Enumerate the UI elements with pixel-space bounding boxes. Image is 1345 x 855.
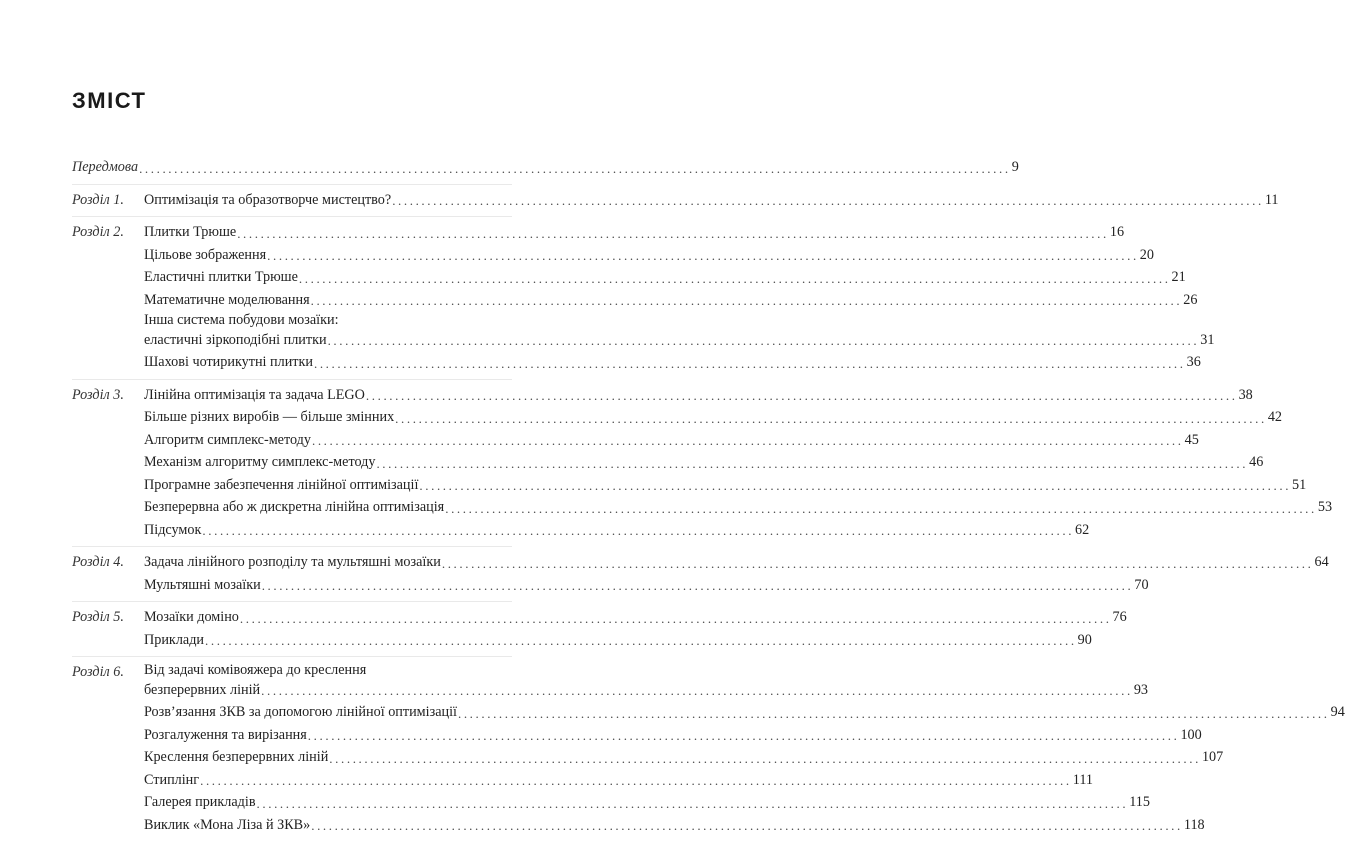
toc-entry[interactable]	[72, 289, 1198, 312]
dot-leader	[237, 224, 1109, 244]
chapter-label: Розділ 2.	[72, 224, 124, 240]
toc-entry[interactable]	[72, 661, 1148, 701]
chapter-label: Розділ 6.	[72, 664, 124, 680]
toc-page-number: 9	[1011, 159, 1019, 175]
toc-section-chapter-2	[72, 217, 1215, 380]
dot-leader	[314, 354, 1186, 374]
toc-entry-title: Галерея прикладів	[144, 794, 256, 810]
toc-page-number: 31	[1200, 332, 1215, 348]
toc-page-number: 42	[1267, 409, 1283, 425]
chapter-label: Розділ 1.	[72, 191, 124, 208]
toc-entry-title: Передмова	[72, 159, 139, 175]
toc-entry-title: Задача лінійного розподілу та мультяшні мозаїки	[144, 554, 441, 570]
dot-leader	[395, 409, 1267, 429]
toc-page-number: 51	[1292, 476, 1307, 493]
dot-leader	[445, 499, 1317, 519]
toc-entry[interactable]	[72, 406, 1283, 429]
toc-entry[interactable]	[72, 244, 1154, 267]
dot-leader	[328, 331, 1200, 351]
dot-leader	[442, 554, 1314, 574]
toc-page-number: 38	[1238, 386, 1253, 403]
toc-entry-title: Безперервна або ж дискретна лінійна оптимізація	[144, 499, 445, 515]
dot-leader	[202, 521, 1074, 541]
toc-entry-title: Розгалуження та вирізання	[144, 726, 307, 743]
chapter-label: Розділ 4.	[72, 554, 124, 570]
toc-entry-title: Креслення безперервних ліній	[144, 749, 329, 765]
toc-page-number: 46	[1249, 454, 1264, 470]
toc-entry[interactable]	[72, 746, 1224, 769]
toc-page-number: 62	[1075, 521, 1090, 538]
toc-section-chapter-5	[72, 602, 1127, 657]
dot-leader	[308, 726, 1180, 746]
toc-entry[interactable]	[72, 551, 1329, 574]
dot-leader	[312, 431, 1184, 451]
toc-entry-title-line1: Інша система побудови мозаїки:	[144, 312, 339, 328]
dot-leader	[257, 794, 1129, 814]
toc-entry[interactable]	[72, 496, 1333, 519]
toc-entry[interactable]	[72, 769, 1093, 792]
toc-entry[interactable]	[72, 451, 1264, 474]
dot-leader	[329, 749, 1201, 769]
chapter-label: Розділ 5.	[72, 609, 124, 625]
toc-entry[interactable]	[72, 384, 1253, 407]
toc-entry[interactable]	[72, 574, 1149, 597]
page-title: ЗМІСТ	[72, 88, 147, 113]
toc-entry-title: Оптимізація та образотворче мистецтво?	[144, 191, 392, 208]
dot-leader	[262, 576, 1134, 596]
toc-entry-title: Математичне моделювання	[144, 291, 310, 308]
table-of-contents	[72, 152, 1345, 841]
toc-page-number: 26	[1183, 291, 1198, 308]
toc-page-number: 70	[1134, 576, 1149, 593]
toc-page-number: 115	[1129, 794, 1150, 810]
toc-page-number: 53	[1317, 499, 1333, 515]
toc-entry-title: Мозаїки доміно	[144, 609, 239, 625]
toc-page-number: 11	[1264, 191, 1279, 208]
toc-entry[interactable]	[72, 474, 1307, 497]
dot-leader	[261, 681, 1133, 701]
toc-entry-title-line2: еластичні зіркоподібні плитки	[144, 332, 327, 348]
toc-section-chapter-1	[72, 185, 1279, 218]
toc-page-number: 94	[1330, 704, 1345, 720]
dot-leader	[311, 816, 1183, 836]
toc-entry-title: Підсумок	[144, 521, 202, 538]
toc-entry-title-line1: Від задачі комівояжера до креслення	[144, 662, 367, 678]
toc-entry-title: Механізм алгоритму симплекс-методу	[144, 454, 376, 470]
dot-leader	[240, 609, 1112, 629]
toc-entry[interactable]	[72, 519, 1090, 542]
toc-entry-title: Еластичні плитки Трюше	[144, 269, 298, 285]
toc-page-number: 45	[1184, 431, 1199, 448]
toc-entry[interactable]	[72, 351, 1201, 374]
toc-entry[interactable]	[72, 429, 1199, 452]
toc-page-number: 107	[1201, 749, 1224, 765]
toc-section-chapter-4	[72, 547, 1329, 602]
toc-entry[interactable]	[72, 606, 1127, 629]
toc-entry-title: Програмне забезпечення лінійної оптимізації	[144, 476, 419, 493]
toc-page-number: 36	[1186, 354, 1201, 370]
toc-page-number: 16	[1109, 224, 1125, 240]
dot-leader	[200, 771, 1072, 791]
toc-page-number: 76	[1112, 609, 1127, 625]
dot-leader	[205, 631, 1077, 651]
toc-entry[interactable]	[72, 791, 1150, 814]
toc-entry-title: Цільове зображення	[144, 246, 267, 263]
chapter-label: Розділ 3.	[72, 386, 124, 403]
toc-entry-title: Лінійна оптимізація та задача LEGO	[144, 386, 365, 403]
toc-entry-title-line2: безперервних ліній	[144, 682, 261, 698]
toc-entry-title: Виклик «Мона Ліза й ЗКВ»	[144, 816, 311, 833]
toc-page-number: 20	[1139, 246, 1154, 263]
toc-entry-title: Алгоритм симплекс-методу	[144, 431, 311, 448]
toc-page-number: 118	[1183, 816, 1205, 833]
dot-leader	[311, 291, 1183, 311]
toc-entry-title: Приклади	[144, 631, 205, 648]
dot-leader	[366, 386, 1238, 406]
dot-leader	[299, 269, 1171, 289]
toc-entry[interactable]	[72, 189, 1279, 212]
dot-leader	[376, 454, 1248, 474]
toc-entry[interactable]	[72, 701, 1345, 724]
toc-page-number: 90	[1077, 631, 1092, 648]
toc-page-number: 111	[1072, 771, 1093, 788]
toc-entry-title: Плитки Трюше	[144, 224, 237, 240]
toc-entry[interactable]	[72, 156, 1019, 179]
toc-entry-title: Мультяшні мозаїки	[144, 576, 261, 593]
toc-section-chapter-6	[72, 657, 1345, 841]
toc-entry-title: Більше різних виробів — більше змінних	[144, 409, 395, 425]
dot-leader	[139, 159, 1011, 179]
toc-entry-title: Шахові чотирикутні плитки	[144, 354, 313, 370]
toc-entry[interactable]	[72, 629, 1092, 652]
toc-entry[interactable]	[72, 266, 1186, 289]
dot-leader	[419, 476, 1291, 496]
dot-leader	[458, 704, 1330, 724]
toc-entry[interactable]	[72, 724, 1202, 747]
toc-entry[interactable]	[72, 814, 1205, 837]
toc-section-preface	[72, 152, 1019, 185]
toc-entry[interactable]	[72, 221, 1125, 244]
toc-page-number: 93	[1133, 682, 1148, 698]
toc-page-number: 21	[1171, 269, 1186, 285]
toc-page-number: 100	[1180, 726, 1202, 743]
dot-leader	[392, 191, 1264, 211]
toc-entry-title: Розв’язання ЗКВ за допомогою лінійної оптимізації	[144, 704, 457, 720]
toc-entry[interactable]	[72, 311, 1215, 351]
toc-section-chapter-3	[72, 380, 1333, 548]
dot-leader	[267, 246, 1139, 266]
toc-page-number: 64	[1314, 554, 1329, 570]
toc-entry-title: Стиплінг	[144, 771, 200, 788]
